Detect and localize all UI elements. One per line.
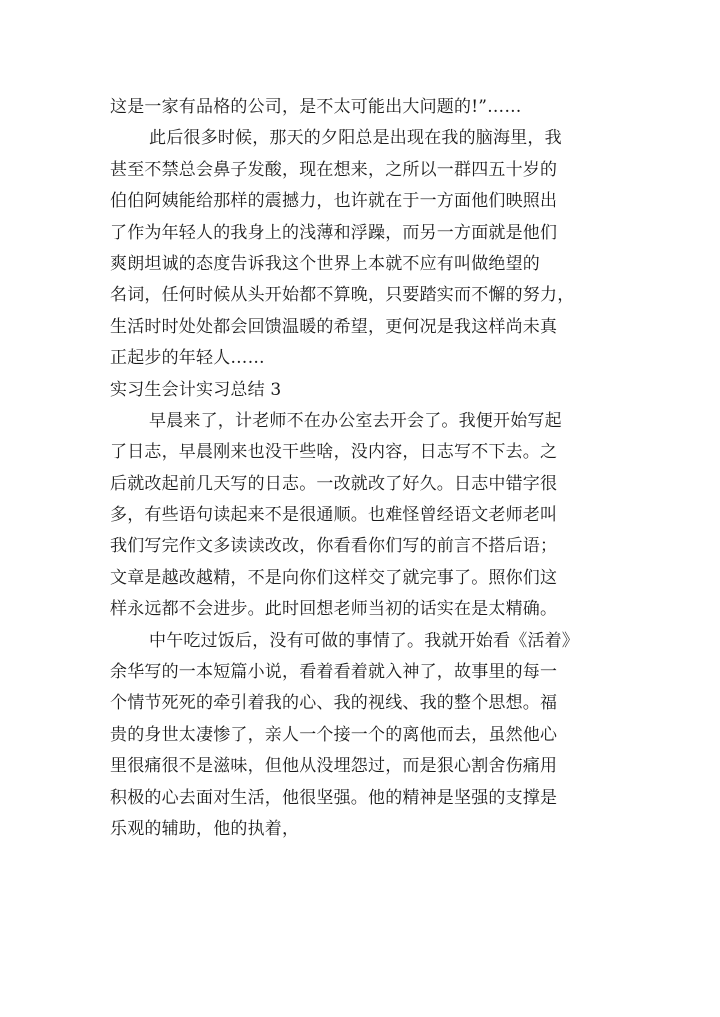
text-line: 生活时时处处都会回馈温暖的希望，更何况是我这样尚未真 (110, 316, 558, 337)
text-line: 个情节死死的牵引着我的心、我的视线、我的整个思想。福 (110, 693, 558, 714)
text-line: 文章是越改越精，不是向你们这样交了就完事了。照你们这 (110, 567, 558, 588)
text-line: 伯伯阿姨能给那样的震撼力，也许就在于一方面他们映照出 (110, 191, 558, 212)
text-line: 早晨来了，计老师不在办公室去开会了。我便开始写起 (149, 410, 562, 431)
text-line: 中午吃过饭后，没有可做的事情了。我就开始看《活着》 (149, 630, 579, 651)
text-line: 此后很多时候，那天的夕阳总是出现在我的脑海里，我 (149, 128, 562, 149)
text-line: 正起步的年轻人…… (110, 348, 265, 369)
text-line: 积极的心去面对生活，他很坚强。他的精神是坚强的支撑是 (110, 787, 558, 808)
text-line: 我们写完作文多读读改改，你看看你们写的前言不搭后语； (110, 536, 558, 557)
text-line: 乐观的辅助，他的执着， (110, 818, 300, 839)
text-line: 余华写的一本短篇小说，看着看着就入神了，故事里的每一 (110, 662, 558, 683)
text-line: 贵的身世太凄惨了，亲人一个接一个的离他而去，虽然他心 (110, 724, 558, 745)
text-line: 了日志，早晨刚来也没干些啥，没内容，日志写不下去。之 (110, 442, 558, 463)
section-heading: 实习生会计实习总结 3 (110, 379, 282, 400)
text-line: 这是一家有品格的公司，是不太可能出大问题的!”…… (110, 97, 522, 117)
document-body (110, 92, 630, 845)
text-line: 多，有些语句读起来不是很通顺。也难怪曾经语文老师老叫 (110, 505, 558, 526)
text-line: 名词，任何时候从头开始都不算晚，只要踏实而不懈的努力， (110, 285, 575, 306)
text-line: 了作为年轻人的我身上的浅薄和浮躁，而另一方面就是他们 (110, 222, 558, 243)
text-line: 里很痛很不是滋味，但他从没埋怨过，而是狠心割舍伤痛用 (110, 756, 558, 777)
text-line: 甚至不禁总会鼻子发酸，现在想来，之所以一群四五十岁的 (110, 159, 558, 180)
text-line: 爽朗坦诚的态度告诉我这个世界上本就不应有叫做绝望的 (110, 253, 540, 274)
text-line: 样永远都不会进步。此时回想老师当初的话实在是太精确。 (110, 599, 558, 620)
text-line: 后就改起前几天写的日志。一改就改了好久。日志中错字很 (110, 473, 558, 494)
